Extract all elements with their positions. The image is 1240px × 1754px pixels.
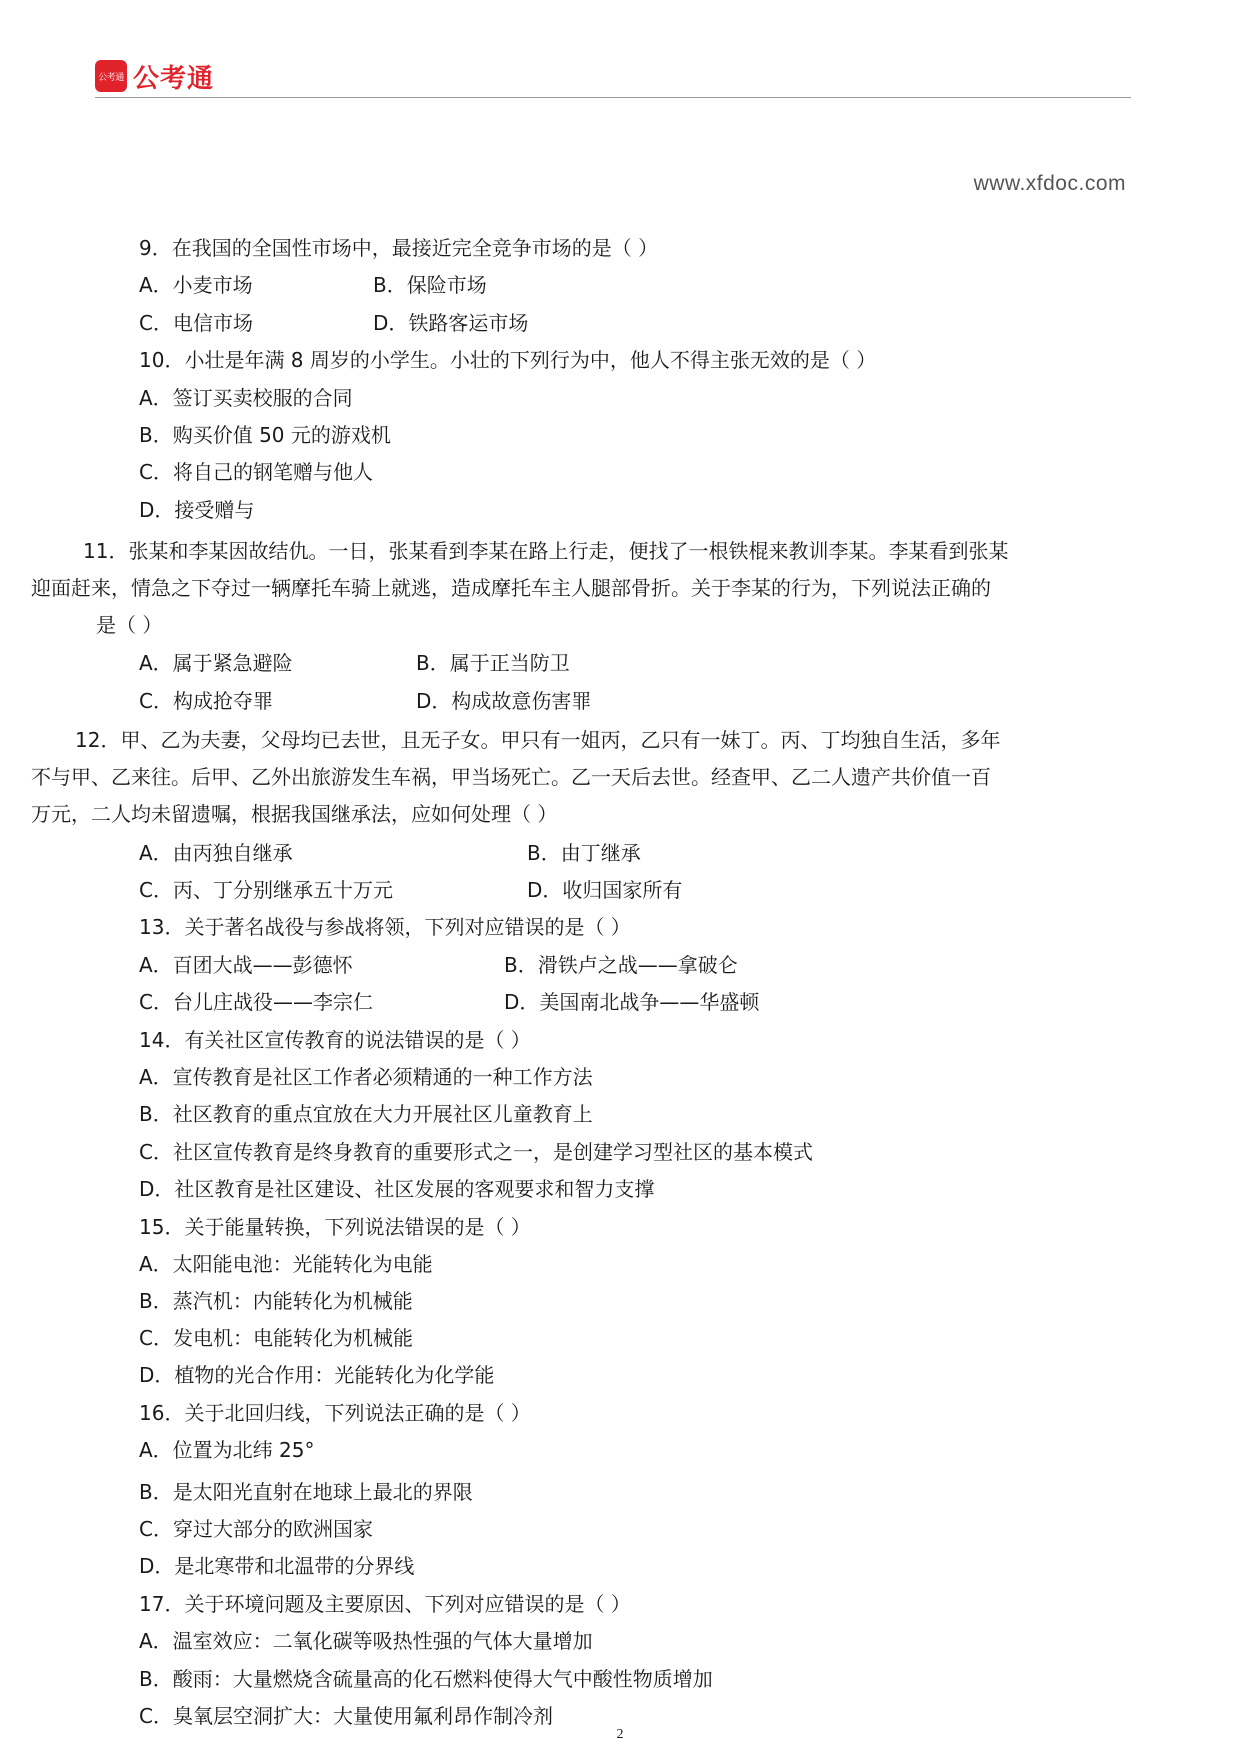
option-10c: C．将自己的钢笔赠与他人 bbox=[139, 460, 373, 484]
option-16b: B．是太阳光直射在地球上最北的界限 bbox=[139, 1480, 473, 1504]
option-11d: D．构成故意伤害罪 bbox=[416, 689, 592, 713]
option-10b: B．购买价值 50 元的游戏机 bbox=[139, 423, 391, 447]
option-16c: C．穿过大部分的欧洲国家 bbox=[139, 1517, 373, 1541]
question-14: 14．有关社区宣传教育的说法错误的是（ ） bbox=[139, 1028, 531, 1052]
option-12d: D．收归国家所有 bbox=[527, 878, 683, 902]
header-logo bbox=[95, 58, 214, 94]
option-16a: A．位置为北纬 25° bbox=[139, 1438, 315, 1462]
option-10a: A．签订买卖校服的合同 bbox=[139, 386, 353, 410]
option-16d: D．是北寒带和北温带的分界线 bbox=[139, 1554, 415, 1578]
option-12a: A．由丙独自继承 bbox=[139, 841, 293, 865]
question-17: 17．关于环境问题及主要原因、下列对应错误的是（ ） bbox=[139, 1592, 631, 1616]
option-9c: C．电信市场 bbox=[139, 311, 253, 335]
option-15c: C．发电机：电能转化为机械能 bbox=[139, 1326, 413, 1350]
site-url: www.xfdoc.com bbox=[973, 172, 1126, 195]
question-11-line1: 11．张某和李某因故结仇。一日，张某看到李某在路上行走，便找了一根铁棍来教训李某。李某看到张某 bbox=[83, 539, 1009, 563]
option-11b: B．属于正当防卫 bbox=[416, 651, 570, 675]
option-17b: B．酸雨：大量燃烧含硫量高的化石燃料使得大气中酸性物质增加 bbox=[139, 1667, 713, 1691]
option-13d: D．美国南北战争——华盛顿 bbox=[504, 990, 760, 1014]
option-9d: D．铁路客运市场 bbox=[373, 311, 529, 335]
option-9b: B．保险市场 bbox=[373, 273, 487, 297]
option-14c: C．社区宣传教育是终身教育的重要形式之一，是创建学习型社区的基本模式 bbox=[139, 1140, 813, 1164]
option-14b: B．社区教育的重点宜放在大力开展社区儿童教育上 bbox=[139, 1102, 593, 1126]
question-9: 9．在我国的全国性市场中，最接近完全竞争市场的是（ ） bbox=[139, 236, 659, 260]
question-10: 10．小壮是年满 8 周岁的小学生。小壮的下列行为中，他人不得主张无效的是（ ） bbox=[139, 348, 877, 372]
question-12-line3: 万元，二人均未留遗嘱，根据我国继承法，应如何处理（ ） bbox=[31, 802, 558, 826]
option-15d: D．植物的光合作用：光能转化为化学能 bbox=[139, 1363, 495, 1387]
question-11-line2: 迎面赶来，情急之下夺过一辆摩托车骑上就逃，造成摩托车主人腿部骨折。关于李某的行为，下列说法正确的 bbox=[31, 576, 991, 600]
option-15b: B．蒸汽机：内能转化为机械能 bbox=[139, 1289, 413, 1313]
question-11-line3: 是（ ） bbox=[96, 613, 163, 637]
option-14d: D．社区教育是社区建设、社区发展的客观要求和智力支撑 bbox=[139, 1177, 655, 1201]
option-13b: B．滑铁卢之战——拿破仑 bbox=[504, 953, 738, 977]
option-9a: A．小麦市场 bbox=[139, 273, 253, 297]
question-13: 13．关于著名战役与参战将领，下列对应错误的是（ ） bbox=[139, 915, 631, 939]
option-10d: D．接受赠与 bbox=[139, 498, 255, 522]
logo-text: 公考通 bbox=[133, 63, 215, 94]
page-number: 2 bbox=[616, 1727, 624, 1742]
option-14a: A．宣传教育是社区工作者必须精通的一种工作方法 bbox=[139, 1065, 593, 1089]
header-divider bbox=[95, 97, 1131, 98]
option-12c: C．丙、丁分别继承五十万元 bbox=[139, 878, 393, 902]
option-11a: A．属于紧急避险 bbox=[139, 651, 293, 675]
question-12-line2: 不与甲、乙来往。后甲、乙外出旅游发生车祸，甲当场死亡。乙一天后去世。经查甲、乙二人遗产共价值一百 bbox=[31, 765, 991, 789]
option-11c: C．构成抢夺罪 bbox=[139, 689, 273, 713]
question-12-line1: 12．甲、乙为夫妻，父母均已去世，且无子女。甲只有一姐丙，乙只有一妹丁。丙、丁均独自生活，多年 bbox=[75, 728, 1001, 752]
option-17a: A．温室效应：二氧化碳等吸热性强的气体大量增加 bbox=[139, 1629, 593, 1653]
logo-badge-icon: 公考通 bbox=[95, 60, 127, 92]
option-17c: C．臭氧层空洞扩大：大量使用氟利昂作制冷剂 bbox=[139, 1704, 553, 1728]
option-13a: A．百团大战——彭德怀 bbox=[139, 953, 353, 977]
question-16: 16．关于北回归线，下列说法正确的是（ ） bbox=[139, 1401, 531, 1425]
option-13c: C．台儿庄战役——李宗仁 bbox=[139, 990, 373, 1014]
question-15: 15．关于能量转换，下列说法错误的是（ ） bbox=[139, 1215, 531, 1239]
option-15a: A．太阳能电池：光能转化为电能 bbox=[139, 1252, 433, 1276]
option-12b: B．由丁继承 bbox=[527, 841, 641, 865]
